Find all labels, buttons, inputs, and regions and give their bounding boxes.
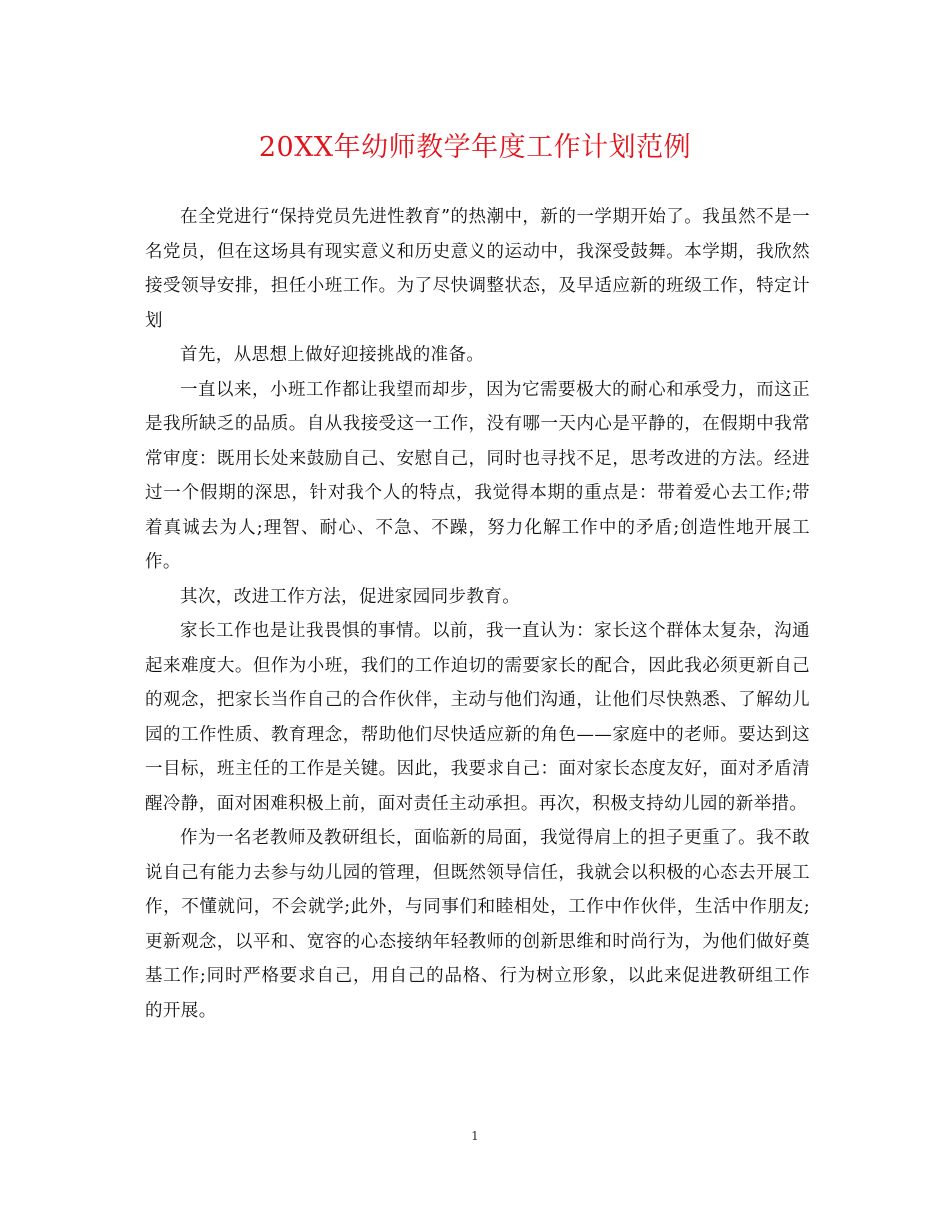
paragraph-parent-work: 家长工作也是让我畏惧的事情。以前，我一直认为：家长这个群体太复杂，沟通起来难度大。但作为小班，我们的工作迫切的需要家长的配合，因此我必须更新自己的观念，把家长当作自己的合作伙伴，主动与他们沟通，让他们尽快熟悉、了解幼儿园的工作性质、教育理念，帮助他们尽快适应新的角色——家庭中的老师。要达到这一目标，班主任的工作是关键。因此，我要求自己：面对家长态度友好，面对矛盾清醒冷静，面对困难积极上前，面对责任主动承担。再次，积极支持幼儿园的新举措。 <box>145 621 810 814</box>
paragraph-heading-second: 其次，改进工作方法，促进家园同步教育。 <box>180 586 521 607</box>
document-body <box>145 200 810 1028</box>
paragraph-small-class-work: 一直以来，小班工作都让我望而却步，因为它需要极大的耐心和承受力，而这正是我所缺乏的品质。自从我接受这一工作，没有哪一天内心是平静的，在假期中我常常审度：既用长处来鼓励自己、安慰自己，同时也寻找不足，思考改进的方法。经进过一个假期的深思，针对我个人的特点，我觉得本期的重点是：带着爱心去工作;带着真诚去为人;理智、耐心、不急、不躁，努力化解工作中的矛盾;创造性地开展工作。 <box>145 379 810 572</box>
paragraph-heading-first: 首先，从思想上做好迎接挑战的准备。 <box>180 345 485 365</box>
page-number: 1 <box>471 1129 479 1143</box>
paragraph-teaching-research: 作为一名老教师及教研组长，面临新的局面，我觉得肩上的担子更重了。我不敢说自己有能力去参与幼儿园的管理，但既然领导信任，我就会以积极的心态去开展工作，不懂就问，不会就学;此外，与同事们和睦相处，工作中作伙伴，生活中作朋友;更新观念，以平和、宽容的心态接纳年轻教师的创新思维和时尚行为，为他们做好奠基工作;同时严格要求自己，用自己的品格、行为树立形象，以此来促进教研组工作的开展。 <box>145 828 810 1021</box>
paragraph-intro: 在全党进行“保持党员先进性教育”的热潮中，新的一学期开始了。我虽然不是一名党员，但在这场具有现实意义和历史意义的运动中，我深受鼓舞。本学期，我欣然接受领导安排，担任小班工作。为了尽快调整状态，及早适应新的班级工作，特定计划 <box>145 207 810 331</box>
document-title: 20XX年幼师教学年度工作计划范例 <box>258 132 692 163</box>
